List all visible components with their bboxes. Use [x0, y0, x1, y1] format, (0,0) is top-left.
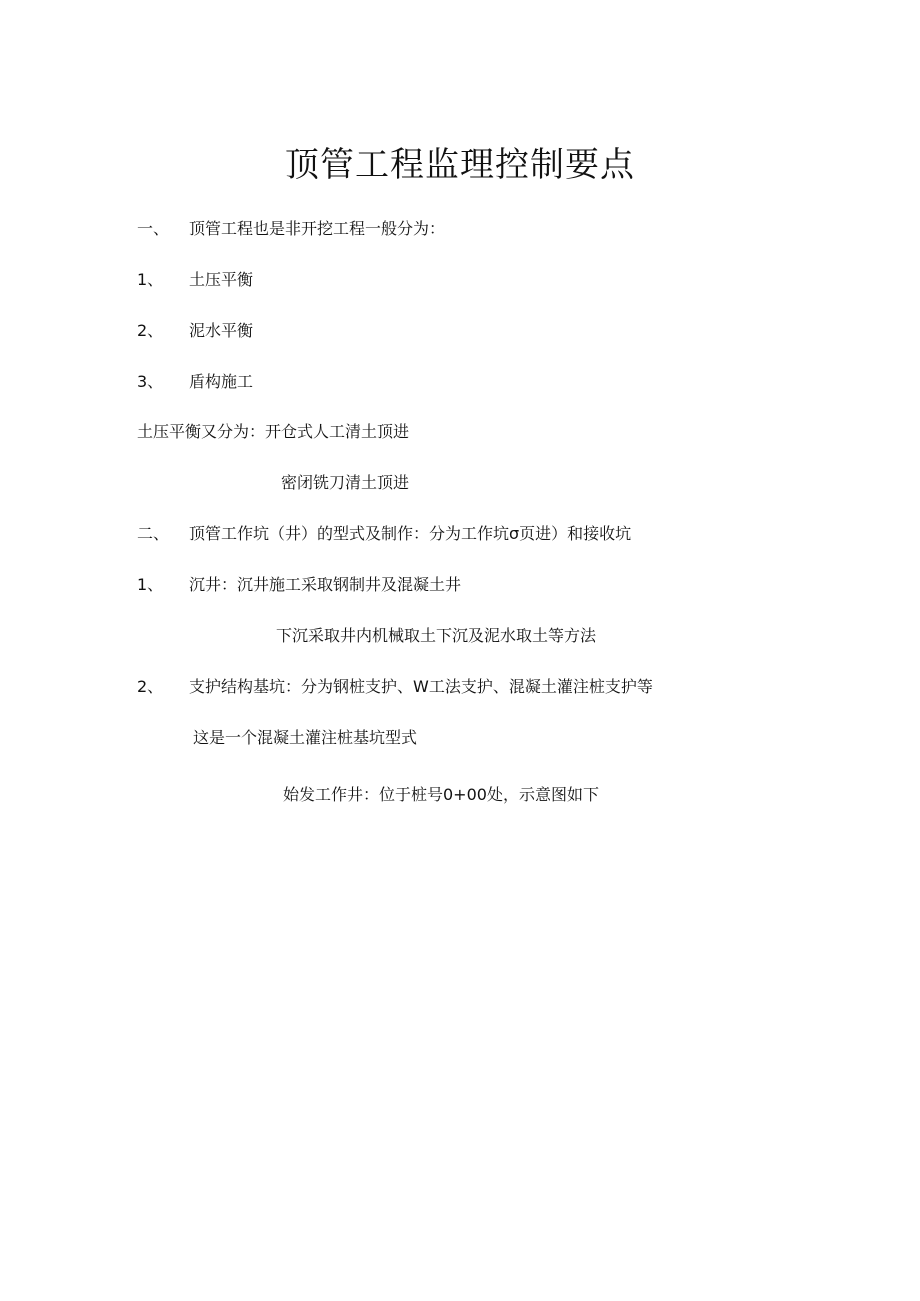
pile-pit-note: 这是一个混凝土灌注桩基坑型式: [193, 728, 418, 747]
list-item-text: 沉井：沉井施工采取钢制井及混凝土井: [189, 575, 462, 594]
document-title: 顶管工程监理控制要点: [285, 145, 635, 185]
list-item-number: 1、: [137, 270, 164, 289]
list-item-text: 支护结构基坑：分为钢桩支护、W工法支护、混凝土灌注桩支护等: [189, 677, 653, 696]
earth-pressure-subtype-2: 密闭铣刀清土顶进: [281, 473, 410, 492]
launch-shaft-note: 始发工作井：位于桩号0+00处，示意图如下: [283, 785, 599, 804]
sinking-method-line: 下沉采取井内机械取土下沉及泥水取土等方法: [276, 626, 597, 645]
list-item-number: 2、: [137, 677, 164, 696]
section-2-text: 顶管工作坑（井）的型式及制作：分为工作坑σ页进）和接收坑: [189, 524, 632, 543]
list-item-text: 土压平衡: [189, 270, 254, 289]
list-item-text: 盾构施工: [189, 372, 254, 391]
section-1-text: 顶管工程也是非开挖工程一般分为：: [189, 219, 446, 238]
list-item-number: 2、: [137, 321, 164, 340]
list-item-number: 1、: [137, 575, 164, 594]
section-2-number: 二、: [137, 524, 170, 543]
list-item-text: 泥水平衡: [189, 321, 254, 340]
list-item-number: 3、: [137, 372, 164, 391]
section-1-number: 一、: [137, 219, 170, 238]
earth-pressure-subtypes-line: 土压平衡又分为：开仓式人工清土顶进: [137, 422, 410, 441]
